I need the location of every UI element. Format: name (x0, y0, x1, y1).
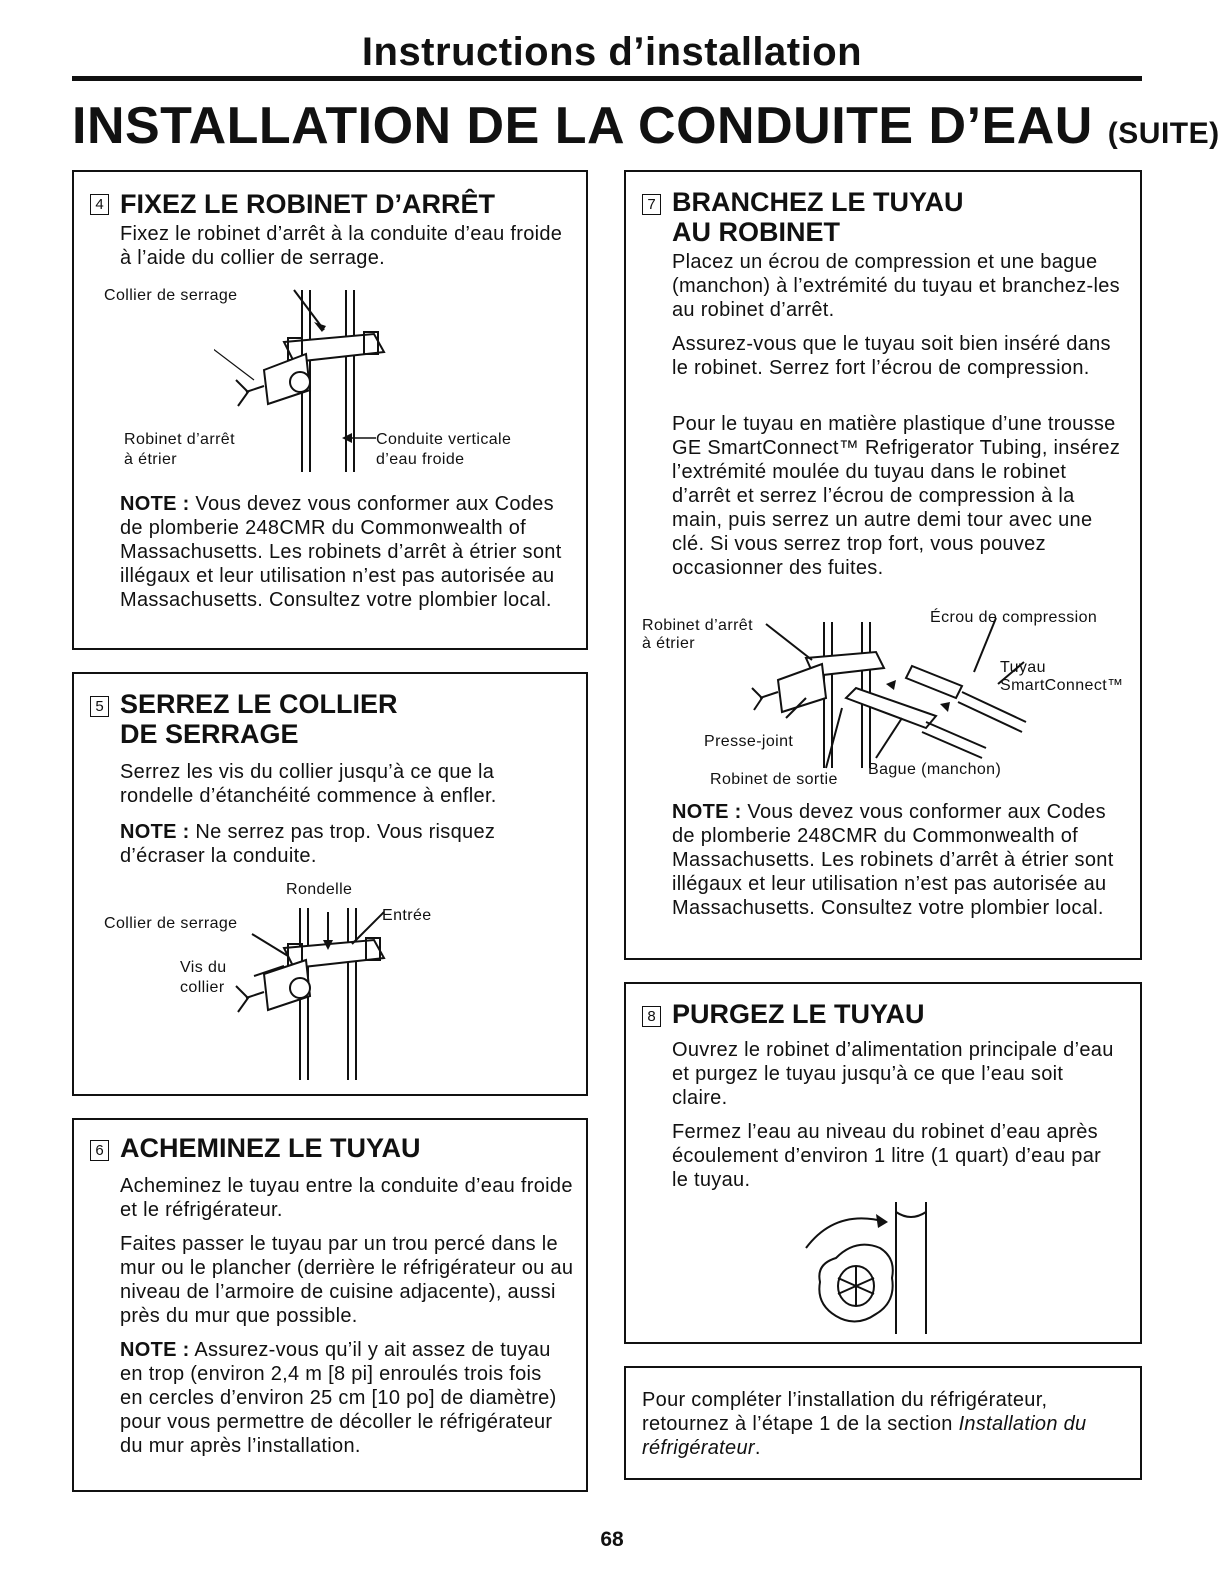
step-4-box (72, 170, 588, 650)
page-title-text: INSTALLATION DE LA CONDUITE D’EAU (72, 97, 1093, 155)
label-inlet: Entrée (382, 907, 432, 924)
step-8-text-2: Fermez l’eau au niveau du robinet d’eau après écoulement d’environ 1 litre (1 quart) d’eau par le tuyau. (672, 1121, 1102, 1191)
label-tube-2: SmartConnect™ (1000, 677, 1124, 694)
step-6-box (72, 1118, 588, 1492)
step-5-note-label: NOTE : (120, 821, 190, 843)
step-8-text-1: Ouvrez le robinet d’alimentation principale d’eau et purgez le tuyau jusqu’à ce que l’eau soit claire. (672, 1039, 1114, 1109)
step-5-box (72, 672, 588, 1096)
header-rule (72, 76, 1142, 81)
step-7-note-label: NOTE : (672, 801, 742, 823)
step-5-title-line1: SERREZ LE COLLIER (120, 689, 398, 719)
label-screw-1: Vis du (180, 959, 227, 976)
step-6-note-label: NOTE : (120, 1339, 190, 1361)
step-4-number: 4 (90, 194, 109, 215)
label-valve-7-1: Robinet d’arrêt (642, 617, 753, 634)
step-5-text: Serrez les vis du collier jusqu’à ce que la rondelle d’étanchéité commence à enfler. (120, 761, 497, 807)
step-4-note-text: Vous devez vous conformer aux Codes de plomberie 248CMR du Commonwealth of Massachusetts. Les robinets d’arrêt à étrier sont illégaux et leur utilisation n’est pas autorisée au Massachusetts. Consultez votre plombier local. (120, 493, 562, 611)
step-8-box (624, 982, 1142, 1344)
step-6-text-2: Faites passer le tuyau par un trou percé dans le mur ou le plancher (derrière le réfrigérateur ou au niveau de l’armoire de cuisine adjacente), aussi près du mur que possible. (120, 1233, 574, 1327)
step-7-title-line2: AU ROBINET (672, 217, 840, 247)
step-4-note (120, 492, 580, 612)
connection-diagram (726, 618, 1066, 778)
section-header: Instructions d’installation (361, 30, 863, 74)
label-valve-7-2: à étrier (642, 635, 695, 652)
step-4-text: Fixez le robinet d’arrêt à la conduite d’eau froide à l’aide du collier de serrage. (120, 223, 563, 269)
step-7-note (672, 800, 1127, 920)
step-5-note-text: Ne serrez pas trop. Vous risquez d’écraser la conduite. (120, 821, 496, 867)
label-nut: Écrou de compression (930, 609, 1098, 626)
step-7-title-line1: BRANCHEZ LE TUYAU (672, 187, 964, 217)
label-valve-1: Robinet d’arrêt (124, 431, 235, 448)
pipe-arrow (342, 432, 378, 444)
clamp-diagram (224, 904, 404, 1084)
faucet-handle-diagram (796, 1198, 946, 1338)
page-title (72, 96, 1220, 156)
saddle-valve-diagram (214, 282, 394, 478)
final-note (642, 1388, 1122, 1460)
step-7-number: 7 (642, 194, 661, 215)
final-note-box (624, 1366, 1142, 1480)
step-4-title: FIXEZ LE ROBINET D’ARRÊT (120, 189, 496, 219)
label-ferrule: Bague (manchon) (868, 761, 1002, 778)
label-outlet: Robinet de sortie (710, 771, 838, 788)
step-7-box (624, 170, 1142, 960)
final-note-italic: Installation du réfrigérateur (642, 1413, 1087, 1459)
label-screw-2: collier (180, 979, 225, 996)
step-6-title: ACHEMINEZ LE TUYAU (120, 1133, 421, 1163)
step-5-note (120, 820, 570, 868)
step-7-text-1: Placez un écrou de compression et une bague (manchon) à l’extrémité du tuyau et branchez-les au robinet d’arrêt. (672, 251, 1120, 321)
page-number: 68 (600, 1528, 624, 1551)
step-4-note-label: NOTE : (120, 493, 190, 515)
final-note-end: . (754, 1437, 761, 1459)
label-washer: Rondelle (286, 881, 353, 898)
step-7-note-text: Vous devez vous conformer aux Codes de plomberie 248CMR du Commonwealth of Massachusetts. Les robinets d’arrêt à étrier sont illégaux et leur utilisation n’est pas autorisée au Massachusetts. Consultez votre plombier local. (672, 801, 1114, 919)
step-8-number: 8 (642, 1006, 661, 1027)
step-6-note-text: Assurez-vous qu’il y ait assez de tuyau en trop (environ 2,4 m [8 pi] enroulés trois fois en cercles d’environ 25 cm [10 po] de diamètre) pour vous permettre de décoller le réfrigérateur du mur après l’installation. (120, 1339, 557, 1457)
step-5-number: 5 (90, 696, 109, 717)
step-6-text-1: Acheminez le tuyau entre la conduite d’eau froide et le réfrigérateur. (120, 1175, 573, 1221)
label-clamp: Collier de serrage (104, 287, 238, 304)
step-5-title-line2: DE SERRAGE (120, 719, 299, 749)
label-pipe-1: Conduite verticale (376, 431, 512, 448)
label-valve-2: à étrier (124, 451, 177, 468)
label-clamp-5: Collier de serrage (104, 915, 238, 932)
page-title-suffix: (SUITE) (1107, 117, 1220, 150)
step-8-title: PURGEZ LE TUYAU (672, 999, 925, 1029)
step-7-text-2: Assurez-vous que le tuyau soit bien inséré dans le robinet. Serrez fort l’écrou de compression. (672, 333, 1111, 379)
label-pipe-2: d’eau froide (376, 451, 465, 468)
step-6-number: 6 (90, 1140, 109, 1161)
final-note-text: Pour compléter l’installation du réfrigérateur, retournez à l’étape 1 de la section (642, 1389, 1048, 1435)
step-6-note (120, 1338, 560, 1458)
label-packing: Presse-joint (704, 733, 794, 750)
step-7-text-3: Pour le tuyau en matière plastique d’une trousse GE SmartConnect™ Refrigerator Tubing, insérez l’extrémité moulée du tuyau dans le robinet d’arrêt et serrez l’écrou de compression à la main, puis serrez un autre demi tour avec une clé. Si vous serrez trop fort, vous pouvez occasionner des fuites. (672, 413, 1121, 579)
label-tube-1: Tuyau (1000, 659, 1046, 676)
